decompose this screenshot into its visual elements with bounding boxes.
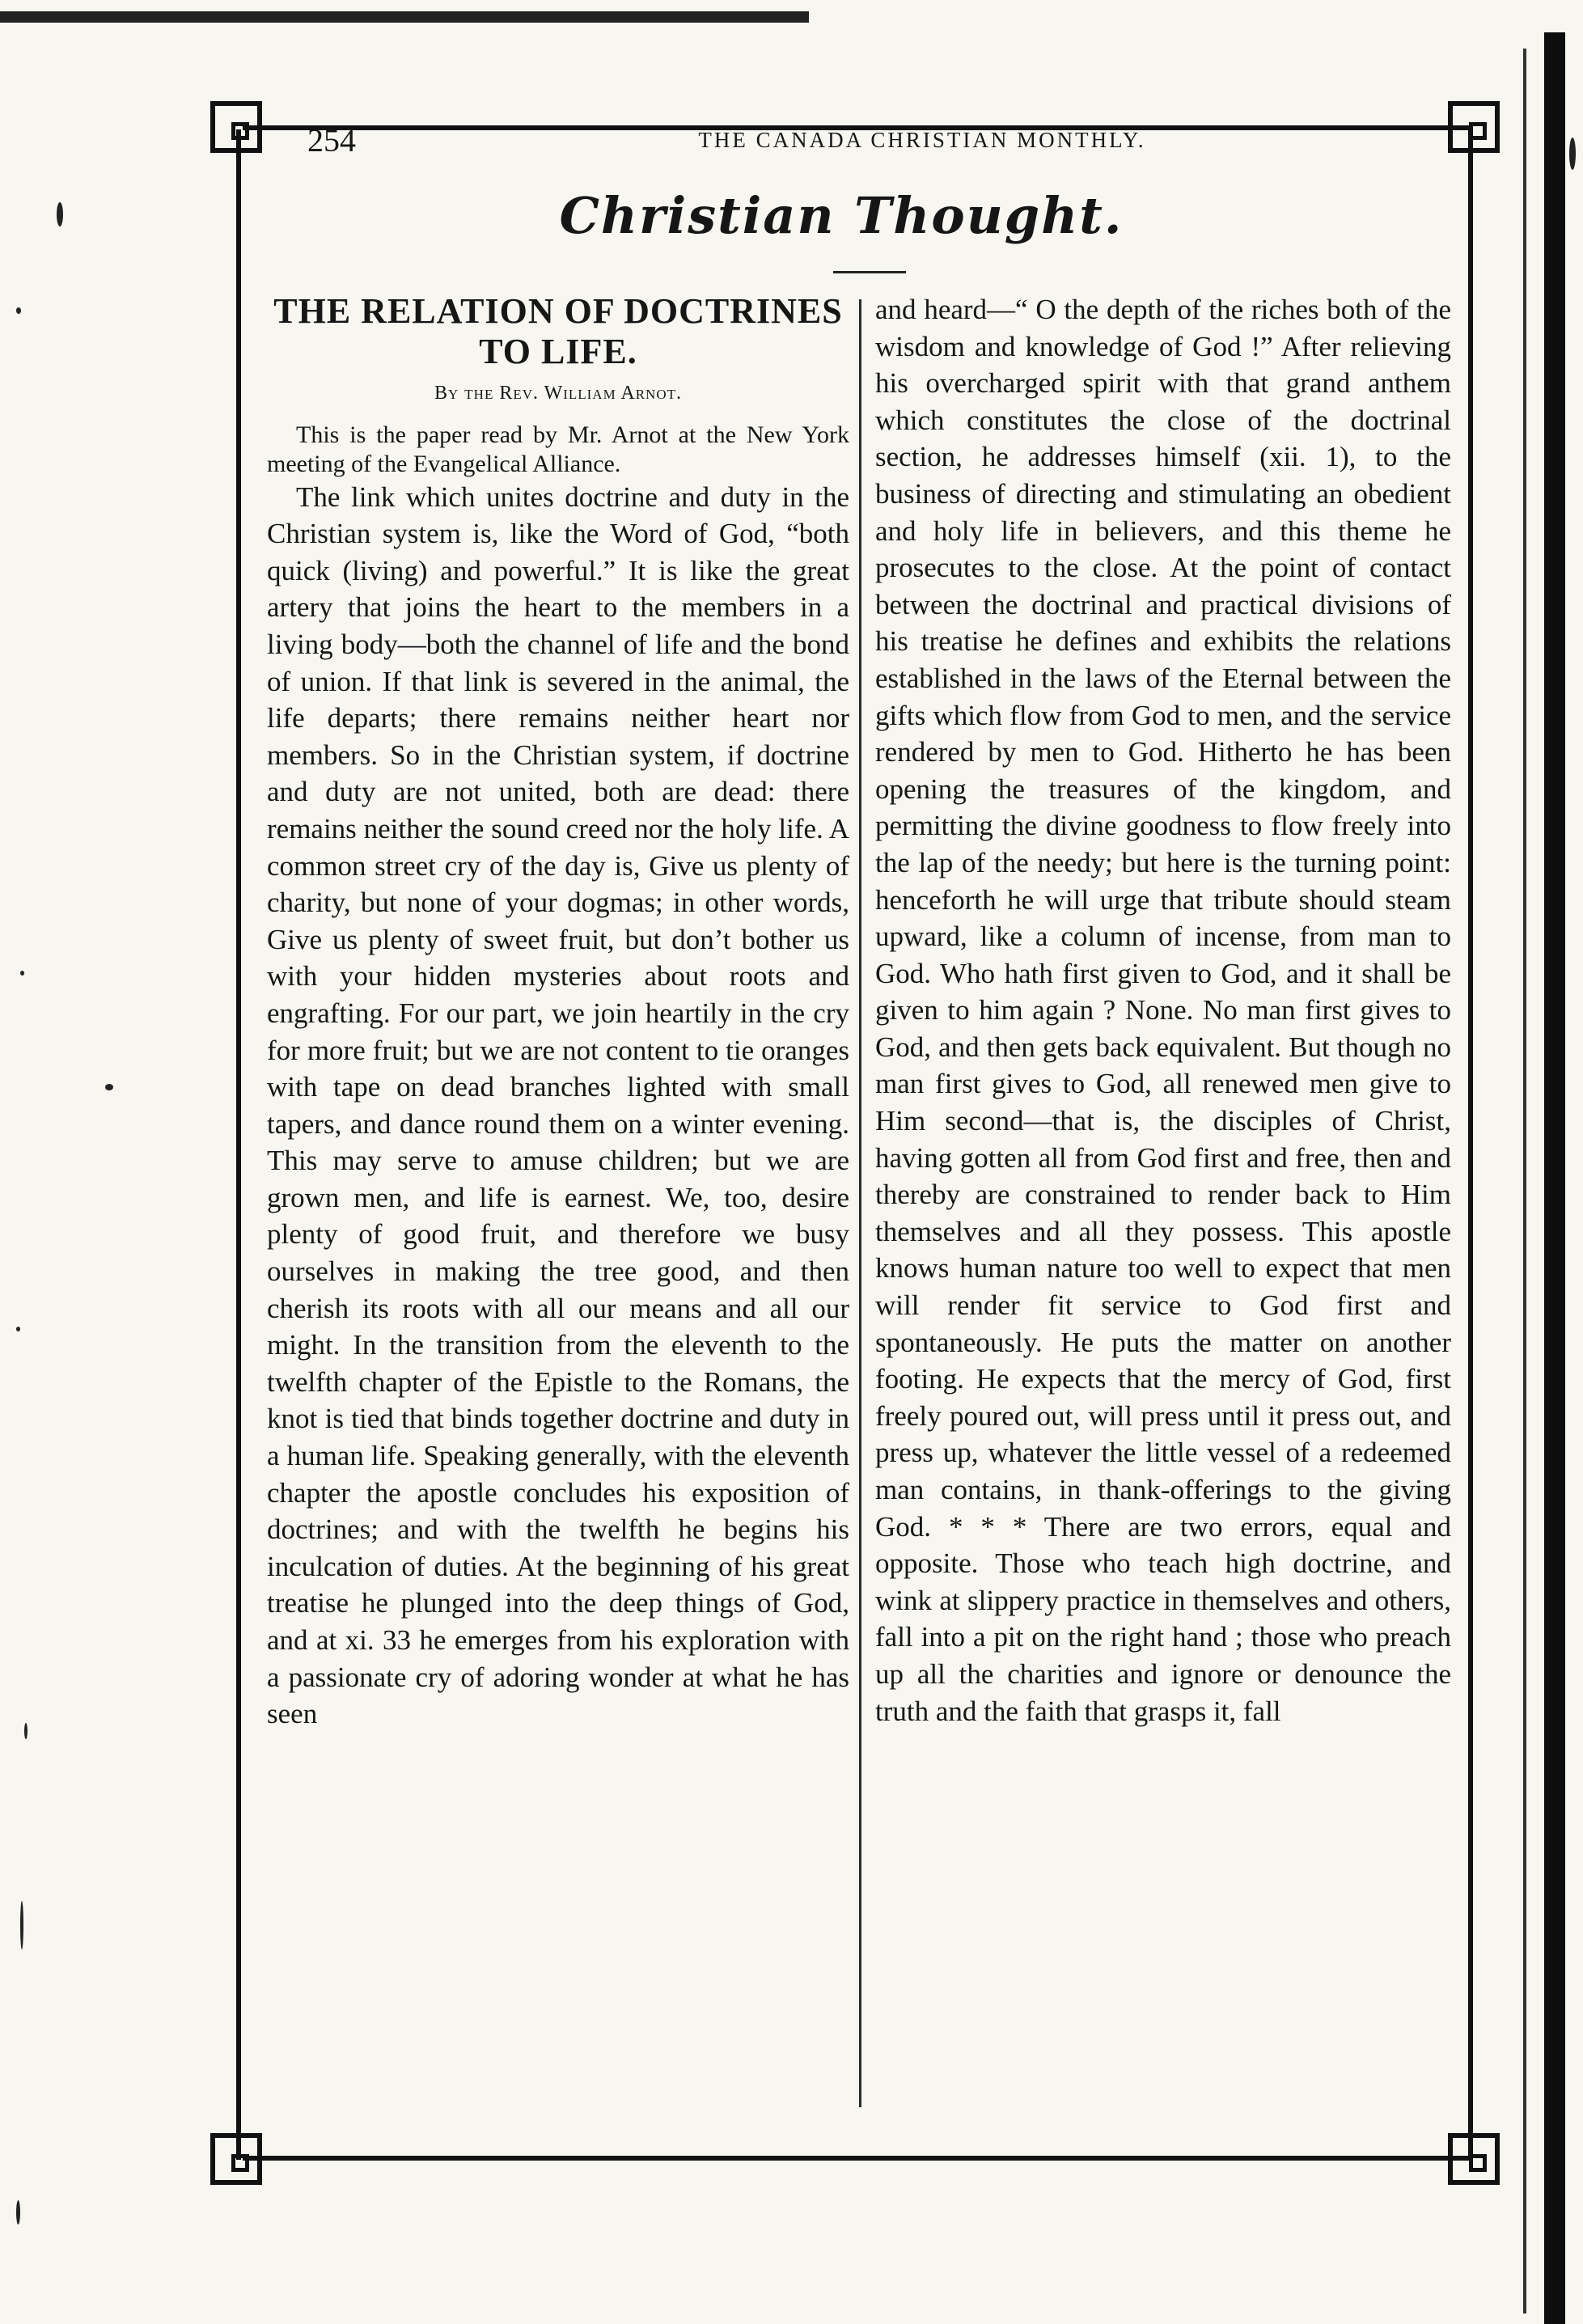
- left-column: [267, 291, 849, 1733]
- frame-corner-ornament: [1448, 2133, 1500, 2185]
- right-column: [875, 291, 1451, 1729]
- page-frame-bottom: [243, 2156, 1472, 2161]
- page-frame-right: [1468, 129, 1473, 2160]
- frame-corner-ornament: [210, 101, 262, 153]
- running-title: THE CANADA CHRISTIAN MONTHLY.: [698, 128, 1146, 152]
- scan-right-edge: [1544, 32, 1565, 2324]
- page-number: 254: [307, 122, 356, 159]
- frame-corner-ornament: [210, 2133, 262, 2185]
- scan-top-edge: [0, 0, 809, 29]
- column-divider: [859, 299, 861, 2107]
- heading-rule: [833, 271, 906, 273]
- article-byline: By the Rev. William Arnot.: [434, 383, 682, 404]
- article-body-left: The link which unites doctrine and duty in the Christian system is, like the Word of God, “both quick (living) and powerful.” It is like the great artery that joins the heart to the members in a living body—both the channel of life and the bond of union. If that link is severed in the animal, the life departs; there remains neither heart nor members. So in the Christian system, if doctrine and duty are not united, both are dead: there remains neither the sound creed nor the holy life. A common street cry of the day is, Give us plenty of charity, but none of your dogmas; in other words, Give us plenty of sweet fruit, but don’t bother us with your hidden mysteries about roots and engrafting. For our part, we join heartily in the cry for more fruit; but we are not content to tie oranges with tape on dead branches lighted with small tapers, and dance round them on a winter evening. This may serve to amuse children; but we are grown men, and life is earnest. We, too, desire plenty of good fruit, and therefore we busy ourselves in making the tree good, and then cherish its roots with all our means and all our might. In the transition from the eleventh to the twelfth chapter of the Epistle to the Romans, the knot is tied that binds together doctrine and duty in a human life. Speaking generally, with the eleventh chapter the apostle concludes his exposition of doctrines; and with the twelfth he begins his inculcation of duties. At the beginning of his great treatise he plunged into the deep things of God, and at xi. 33 he emerges from his exploration with a passionate cry of adoring wonder at what he has seen: [267, 480, 849, 1730]
- page-frame-left: [236, 129, 241, 2160]
- scan-right-shadow: [1523, 49, 1526, 2313]
- article-intro: This is the paper read by Mr. Arnot at the New York meeting of the Evangelical Alliance.: [267, 421, 849, 477]
- section-heading: Christian Thought.: [559, 186, 1124, 245]
- frame-corner-ornament: [1448, 101, 1500, 153]
- article-body-right: and heard—“ O the depth of the riches both of the wisdom and knowledge of God !” After relieving his overcharged spirit with that grand anthem which constitutes the close of the doctrinal section, he addresses himself (xii. 1), to the business of directing and stimulating an obedient and holy life in believers, and this theme he prosecutes to the close. At the point of contact between the doctrinal and practical divisions of his treatise he defines and exhibits the relations established in the laws of the Eternal between the gifts which flow from God to men, and the service rendered by men to God. Hitherto he has been opening the treasures of the kingdom, and permitting the divine goodness to flow freely into the lap of the needy; but here is the turning point: henceforth he will urge that tribute should steam upward, like a column of incense, from man to God. Who hath first given to God, and it shall be given to him again ? None. No man first gives to God, and then gets back equivalent. But though no man first gives to God, all renewed men give to Him second—that is, the disciples of Christ, having gotten all from God first and free, then and thereby are constrained to render back to Him themselves and all they possess. This apostle knows human nature too well to expect that men will render fit service to God first and spontaneously. He puts the matter on another footing. He expects that the mercy of God, first freely poured out, will press until it press out, and press up, whatever the little vessel of a redeemed man contains, in thank-offerings to the giving God. * * * There are two errors, equal and opposite. Those who teach high doctrine, and wink at slippery practice in themselves and others, fall into a pit on the right hand ; those who preach up all the charities and ignore or denounce the truth and the faith that grasps it, fall: [875, 294, 1451, 1727]
- article-title: THE RELATION OF DOCTRINES TO LIFE.: [273, 291, 843, 371]
- page-header: [307, 121, 1440, 162]
